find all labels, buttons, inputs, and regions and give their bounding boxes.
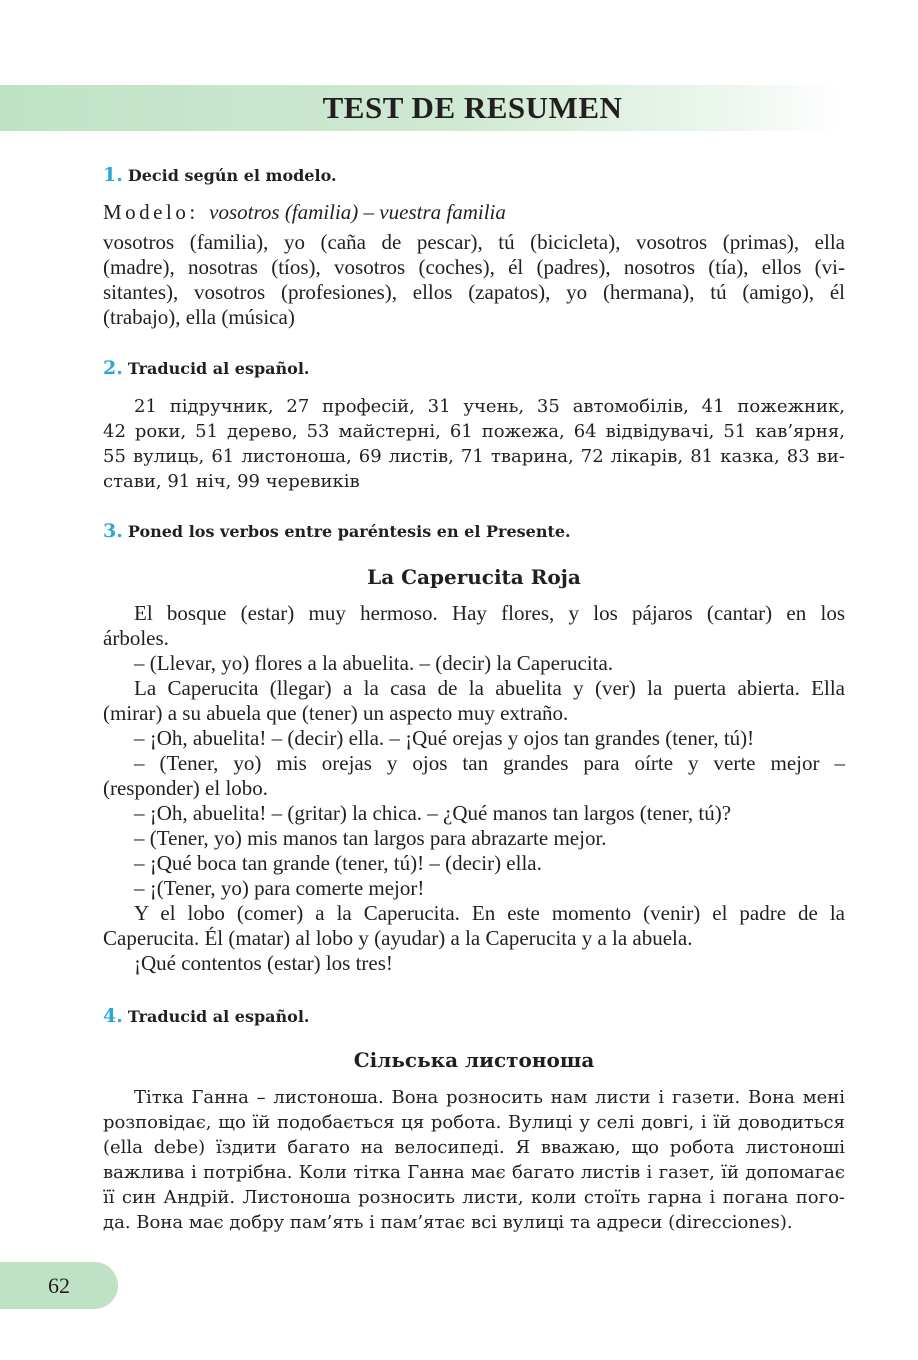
text-line: – ¡(Tener, yo) para comerte mejor! bbox=[134, 876, 425, 900]
text-line: – ¡Oh, abuelita! – (gritar) la chica. – ¿Qué manos tan largos (tener, tú)? bbox=[134, 801, 732, 825]
text-line: árboles. bbox=[103, 626, 169, 650]
story-title: La Caperucita Roja bbox=[367, 565, 581, 589]
text-line: (mirar) a su abuela que (tener) un aspecto muy extraño. bbox=[103, 701, 569, 725]
exercise-number: 2. bbox=[103, 357, 123, 379]
text-line: El bosque (estar) muy hermoso. Hay flores, y los pájaros (cantar) en los bbox=[134, 601, 845, 625]
exercise-1-heading bbox=[103, 164, 337, 187]
exercise-1-text bbox=[103, 230, 845, 330]
model-line bbox=[103, 200, 845, 225]
text-line: La Caperucita (llegar) a la casa de la abuelita y (ver) la puerta abierta. Ella bbox=[134, 676, 845, 700]
text-line: Y el lobo (comer) a la Caperucita. En este momento (venir) el padre de la bbox=[134, 901, 845, 925]
exercise-4-text bbox=[103, 1085, 845, 1235]
text-line: розповідає, що їй подобається ця робота. Вулиці у селі довгі, і їй доводиться bbox=[103, 1112, 845, 1133]
exercise-3-heading bbox=[103, 520, 571, 543]
text-line: 42 роки, 51 дерево, 53 майстерні, 61 пожежа, 64 відвідувачі, 51 кав’ярня, bbox=[103, 421, 845, 442]
page-number: 62 bbox=[48, 1273, 70, 1298]
text-line: – (Llevar, yo) flores a la abuelita. – (decir) la Caperucita. bbox=[134, 651, 614, 675]
exercise-number: 4. bbox=[103, 1005, 123, 1027]
text-line: sitantes), vosotros (profesiones), ellos (zapatos), yo (hermana), tú (amigo), él bbox=[103, 280, 845, 304]
text-line: – ¡Qué boca tan grande (tener, tú)! – (decir) ella. bbox=[134, 851, 542, 875]
exercise-4-heading bbox=[103, 1005, 310, 1028]
text-line: її син Андрій. Листоноша розносить листи, коли стоїть гарна і погана пого- bbox=[103, 1187, 845, 1208]
text-line: vosotros (familia), yo (caña de pescar), tú (bicicleta), vosotros (primas), ella bbox=[103, 230, 845, 254]
exercise-instruction: Traducid al español. bbox=[127, 359, 310, 378]
exercise-instruction: Poned los verbos entre paréntesis en el Presente. bbox=[127, 522, 571, 541]
text-line: (ella debe) їздити багато на велосипеді. Я вважаю, що робота листоноші bbox=[103, 1137, 845, 1158]
exercise-instruction: Traducid al español. bbox=[127, 1007, 310, 1026]
text-line: важлива і потрібна. Коли тітка Ганна має багато листів і газет, їй допомагає bbox=[103, 1162, 845, 1183]
exercise-number: 1. bbox=[103, 164, 123, 186]
story-title: Сільська листоноша bbox=[353, 1048, 595, 1072]
text-line: – ¡Oh, abuelita! – (decir) ella. – ¡Qué orejas y ojos tan grandes (tener, tú)! bbox=[134, 726, 755, 750]
text-line: – (Tener, yo) mis manos tan largos para abrazarte mejor. bbox=[134, 826, 607, 850]
text-line: 55 вулиць, 61 листоноша, 69 листів, 71 тварина, 72 лікарів, 81 казка, 83 ви- bbox=[103, 446, 845, 467]
text-line: (trabajo), ella (música) bbox=[103, 305, 295, 329]
text-line: 21 підручник, 27 професій, 31 учень, 35 автомобілів, 41 пожежник, bbox=[134, 396, 845, 417]
text-line: – (Tener, yo) mis orejas y ojos tan grandes para oírte y verte mejor – bbox=[134, 751, 845, 775]
text-line: (madre), nosotras (tíos), vosotros (coches), él (padres), nosotros (tía), ellos (vi- bbox=[103, 255, 845, 279]
exercise-2-heading bbox=[103, 357, 310, 380]
text-line: Тітка Ганна – листоноша. Вона розносить нам листи і газети. Вона мені bbox=[134, 1087, 845, 1108]
text-line: ¡Qué contentos (estar) los tres! bbox=[134, 951, 393, 975]
exercise-3-text bbox=[103, 601, 845, 976]
model-label: Modelo: bbox=[103, 200, 199, 224]
text-line: (responder) el lobo. bbox=[103, 776, 269, 800]
exercise-2-text bbox=[103, 394, 845, 494]
exercise-instruction: Decid según el modelo. bbox=[127, 166, 337, 185]
text-line: стави, 91 ніч, 99 черевиків bbox=[103, 471, 360, 492]
model-example: vosotros (familia) – vuestra familia bbox=[209, 200, 506, 224]
text-line: да. Вона має добру пам’ять і пам’ятає всі вулиці та адреси (direcciones). bbox=[103, 1212, 793, 1233]
text-line: Caperucita. Él (matar) al lobo y (ayudar) a la Caperucita y a la abuela. bbox=[103, 926, 693, 950]
exercise-number: 3. bbox=[103, 520, 123, 542]
page-title: TEST DE RESUMEN bbox=[322, 90, 623, 125]
